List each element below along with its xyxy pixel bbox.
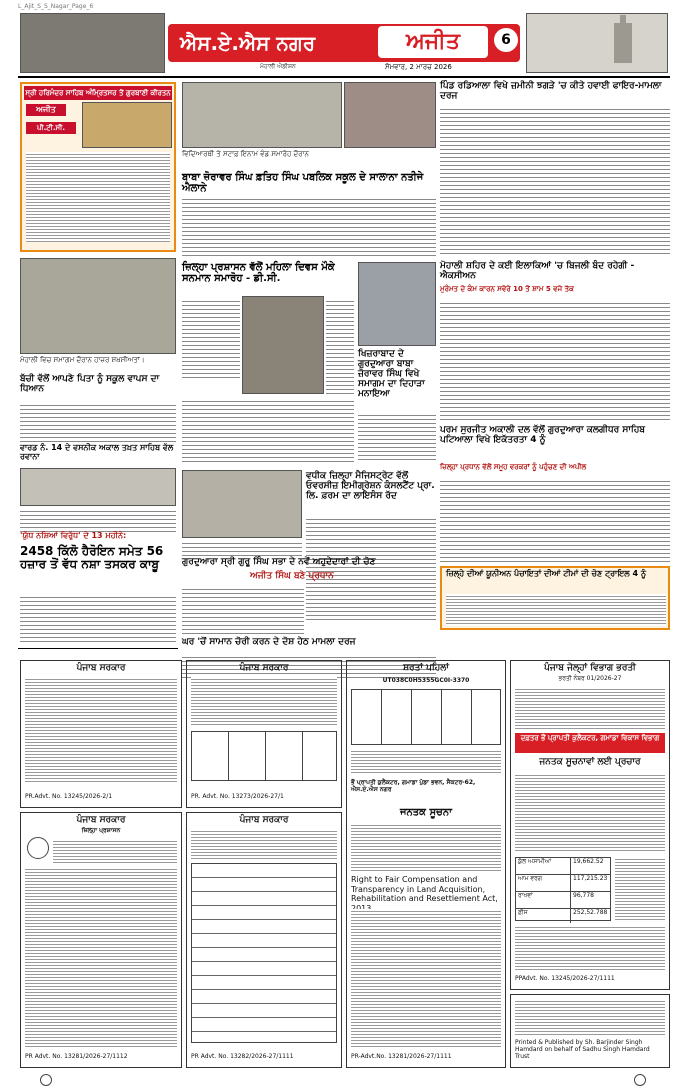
masthead-rule [18, 76, 670, 78]
ad6-ref: PR-Advt.No. 13281/2026-27/1111 [351, 1053, 452, 1060]
ad2-title: ਪੰਜਾਬ ਸਰਕਾਰ [239, 663, 289, 673]
school-photo-caption: ਵਿਦਿਆਰਥੀ ਤੇ ਸਟਾਫ਼ ਇਨਾਮ ਵੰਡ ਸਮਾਰੋਹ ਦੌਰਾਨ [182, 150, 309, 158]
ad-punjab-sarkar-1 [20, 660, 182, 808]
ad2-table [191, 731, 337, 781]
ad7-row-key: ਫ਼ੀਸ [516, 909, 571, 923]
ad-punjab-sarkar-2 [186, 660, 342, 808]
ad6-title: ਸ਼ਰਤਾਂ ਪਹਿਲਾਂ [403, 663, 449, 673]
left-photo [20, 258, 176, 354]
ad7-row-val: 252,52.788 [573, 909, 608, 916]
gurbani-ad-tag: ਅਜੀਤ [26, 104, 66, 116]
left-story2-body [20, 508, 176, 532]
gurbani-ad [20, 82, 176, 252]
center-story2-headline: ਜ਼ਿਲ੍ਹਾ ਪ੍ਰਸ਼ਾਸਨ ਵੱਲੋਂ ਮਹਿਲਾ ਦਿਵਸ ਮੌਕੇ ਸਨਮਾਨ ਸਮਾਰੋਹ - ਡੀ.ਸੀ. [182, 262, 335, 284]
trial-notice-body [446, 594, 666, 626]
ad7-row-val: 19,662.52 [573, 858, 604, 865]
school-photo-2 [344, 82, 436, 148]
ad2-ref: PR. Advt. No. 13273/2026-27/1 [191, 793, 284, 800]
ad5-table [191, 863, 337, 1043]
left-story3-body [20, 594, 176, 644]
paper-name: ਅਜੀਤ [378, 26, 488, 58]
election-caption [182, 540, 302, 556]
gurbani-ad-text [26, 152, 170, 242]
left-story2-photo [20, 468, 176, 506]
print-strip: L_Ajit_S_S_Nagar_Page_6 [18, 3, 94, 10]
ad7-body [515, 773, 665, 853]
left-story1-headline: ਬੱਚੀ ਵੱਲੋਂ ਆਪਣੇ ਪਿਤਾ ਨੂੰ ਸਕੂਲ ਵਾਪਸ ਦਾ ਧਿਆਨ [20, 374, 160, 394]
ad1-ref: PR.Advt. No. 13245/2026-2/1 [25, 793, 113, 800]
printer-line: Printed & Published by Sh. Barjinder Singh Hamdard on behalf of Sadhu Singh Hamdard Trust [515, 1039, 650, 1061]
ads-top-rule-left [18, 648, 178, 649]
ad7-row-val: 117,215.23 [573, 875, 608, 882]
ad7-footer-text [515, 925, 665, 971]
ad7-table [515, 857, 611, 921]
ad7-heading: ਜਨਤਕ ਸੂਚਨਾਵਾਂ ਲਈ ਪ੍ਰਚਾਰ [539, 757, 641, 767]
gurdwara-photo [358, 262, 436, 346]
ad7-row-key: ਆਮ ਵਰਗ [516, 875, 571, 891]
golden-temple-photo [82, 102, 172, 148]
ad-land-acquisition [346, 660, 506, 1068]
page-number: 6 [494, 28, 518, 52]
ad6-heading: ਜਨਤਕ ਸੂਚਨਾ [400, 807, 452, 818]
school-headline: ਬਾਬਾ ਜ਼ੋਰਾਵਰ ਸਿੰਘ ਫ਼ਤਿਹ ਸਿੰਘ ਪਬਲਿਕ ਸਕੂਲ ਦੇ ਸਾਲਾਨਾ ਨਤੀਜੇ ਐਲਾਨੇ [182, 172, 424, 194]
ad6-dept: ਭੌਂ ਪ੍ਰਾਪਤੀ ਕੁਲੈਕਟਰ, ਗਮਾਡਾ ਪੁੱਡਾ ਭਵਨ, ਸੈਕਟਰ-62, ਐਸ.ਏ.ਐਸ ਨਗਰ [351, 779, 476, 794]
city-title: ਐਸ.ਏ.ਐਸ ਨਗਰ [180, 31, 316, 55]
ad6-body-en: Right to Fair Compensation and Transparency in Land Acquisition, Rehabilitation and Resettlement Act, [351, 875, 498, 904]
center-story5-headline: ਗੁਰਦੁਆਰਾ ਸ੍ਰੀ ਗੁਰੂ ਸਿੰਘ ਸਭਾ ਦੇ ਨਵੇਂ ਅਹੁਦੇਦਾਰਾਂ ਦੀ ਚੋਣ [182, 557, 376, 567]
trial-notice [440, 566, 670, 630]
right-story3-sub: ਜ਼ਿਲ੍ਹਾ ਪ੍ਰਧਾਨ ਵੱਲੋਂ ਸਮੂਹ ਵਰਕਰਾਂ ਨੂੰ ਪਹੁੰਚਣ ਦੀ ਅਪੀਲ [440, 463, 587, 471]
left-story2-headline: ਵਾਰਡ ਨੰ. 14 ਦੇ ਵਸਨੀਕ ਅਕਾਲ ਤਖ਼ਤ ਸਾਹਿਬ ਵੱਲ ਰਵਾਨਾ [20, 443, 174, 461]
ad7-row-key: ਕੁੱਲ ਅਸਾਮੀਆਂ [516, 858, 571, 874]
masthead-right-photo [526, 13, 668, 73]
ad1-body [25, 677, 177, 783]
school-body [182, 196, 436, 258]
trial-notice-headline: ਜ਼ਿਲ੍ਹੇ ਦੀਆਂ ਯੂਨੀਅਨ ਪੰਚਾਇਤਾਂ ਦੀਆਂ ਟੀਮਾਂ ਦੀ ਚੋਣ ਟ੍ਰਾਇਲ 4 ਨੂੰ [446, 569, 647, 578]
ad5-ref: PR Advt. No. 13282/2026-27/1111 [191, 1053, 294, 1060]
center-story5-body [182, 586, 304, 636]
date-line: ਸੋਮਵਾਰ, 2 ਮਾਰਚ 2026 [385, 63, 452, 71]
ad7-ref: PPAdvt. No. 13245/2026-27/1111 [515, 975, 615, 982]
right-story2-sub: ਮੁਰੰਮਤ ਦੇ ਕੰਮ ਕਾਰਨ ਸਵੇਰੇ 10 ਤੋਂ ਸ਼ਾਮ 5 ਵਜੇ ਤੱਕ [440, 285, 574, 293]
school-photo [182, 82, 342, 148]
ad-punjab-sarkar-5 [186, 812, 342, 1068]
right-top-headline: ਪਿੰਡ ਰਡਿਆਲਾ ਵਿਖੇ ਜ਼ਮੀਨੀ ਝਗੜੇ 'ਚ ਕੀਤੇ ਹਵਾਈ ਫਾਇਰ-ਮਾਮਲਾ ਦਰਜ [440, 81, 662, 101]
ad2-body [191, 677, 337, 727]
ad7-row-key: ਰਾਖਵਾਂ [516, 892, 571, 908]
registration-mark-icon [40, 1074, 52, 1086]
center-story2-body-bottom [182, 398, 354, 462]
ad5-intro [191, 829, 337, 859]
ad4-title: ਪੰਜਾਬ ਸਰਕਾਰ [76, 815, 126, 825]
ad5-title: ਪੰਜਾਬ ਸਰਕਾਰ [239, 815, 289, 825]
right-story3-body [440, 478, 670, 562]
ad7-title: ਪੰਜਾਬ ਜੇਲ੍ਹਾਂ ਵਿਭਾਗ ਭਰਤੀ [544, 663, 636, 673]
right-story2-body [440, 300, 670, 420]
gurbani-ad-banner: ਸ੍ਰੀ ਹਰਿਮੰਦਰ ਸਾਹਿਬ ਅੰਮ੍ਰਿਤਸਰ ਤੋਂ ਗੁਰਬਾਣੀ ਕੀਰਤਨ [24, 86, 172, 100]
ad-punjab-sarkar-4 [20, 812, 182, 1068]
ad6-intro [351, 749, 501, 775]
ad7-sub: ਭਰਤੀ ਨੰਬਰ 01/2026-27 [558, 675, 622, 682]
ad7-row-val: 96,778 [573, 892, 594, 899]
ad4-body [25, 867, 177, 1047]
center-story5-sub: ਅਜੀਤ ਸਿੰਘ ਬਣੇ ਪ੍ਰਧਾਨ [250, 571, 334, 581]
ad4-sub: ਜ਼ਿਲ੍ਹਾ ਪ੍ਰਸ਼ਾਸਨ [81, 827, 121, 834]
center-story2-body-left [182, 298, 240, 378]
left-photo-caption: ਮੋਹਾਲੀ ਵਿਚ ਸਮਾਗਮ ਦੌਰਾਨ ਹਾਜ਼ਰ ਸ਼ਖ਼ਸੀਅਤਾਂ। [20, 356, 145, 364]
ad-jail-recruitment [510, 660, 670, 990]
ad6-body-1 [351, 823, 501, 873]
right-top-body [440, 106, 670, 256]
ad6-code: UT038C0H5355GC0I-3370 [382, 677, 470, 684]
center-story3-body [358, 412, 436, 462]
dc-portrait [242, 296, 324, 394]
left-story1-body [20, 402, 176, 442]
ad7-intro [515, 687, 665, 731]
ad4-ref: PR Advt. No. 13281/2026-27/1112 [25, 1053, 128, 1060]
ad4-intro [53, 839, 177, 863]
ad4-emblem-icon [27, 837, 49, 859]
printer-box [510, 994, 670, 1068]
center-story4-headline: ਵਧੀਕ ਜ਼ਿਲ੍ਹਾ ਮੈਜਿਸਟ੍ਰੇਟ ਵੱਲੋਂ ਓਵਰਸੀਜ਼ ਇਮੀਗ੍ਰੇਸ਼ਨ ਕੰਸਲਟੈਂਟ ਪ੍ਰਾ. ਲਿ. ਫ਼ਰਮ ਦਾ ਲਾਇਸੰਸ ਰੱਦ [306, 471, 435, 501]
registration-mark-icon [634, 1074, 646, 1086]
ad6-body-2 [351, 909, 501, 1049]
masthead-left-photo [20, 13, 165, 73]
right-story3-headline: ਪਰਮ ਸੁਰਜੀਤ ਅਕਾਲੀ ਦਲ ਵੱਲੋਂ ਗੁਰਦੁਆਰਾ ਕਲਗੀਧਰ ਸਾਹਿਬ ਪਟਿਆਲਾ ਵਿਖੇ ਇਕੱਤਰਤਾ 4 ਨੂੰ [440, 425, 645, 445]
center-story3-headline: ਖਿਜ਼ਰਾਬਾਦ ਦੇ ਗੁਰਦੁਆਰਾ ਬਾਬਾ ਜ਼ੋਰਾਵਰ ਸਿੰਘ ਵਿਖੇ ਸਮਾਗਮ ਦਾ ਦਿਹਾੜਾ ਮਨਾਇਆ [358, 349, 425, 399]
left-story3-kicker: 'ਯੁੱਧ ਨਸ਼ਿਆਂ ਵਿਰੁੱਧ' ਦੇ 13 ਮਹੀਨੇ: [20, 531, 127, 540]
ad1-title: ਪੰਜਾਬ ਸਰਕਾਰ [76, 663, 126, 673]
ad7-side-text [615, 857, 665, 921]
center-story6-headline: ਘਰ 'ਚੋਂ ਸਾਮਾਨ ਚੋਰੀ ਕਰਨ ਦੇ ਦੋਸ਼ ਹੇਠ ਮਾਮਲਾ ਦਰਜ [182, 637, 356, 647]
printer-text [515, 999, 665, 1035]
gurbani-ad-sub: ਪੀ.ਟੀ.ਸੀ. [26, 122, 76, 134]
election-photo [182, 470, 302, 538]
ad7-dept: ਦਫ਼ਤਰ ਭੌਂ ਪ੍ਰਾਪਤੀ ਕੁਲੈਕਟਰ, ਗਮਾਡਾ ਵਿਕਾਸ ਵਿਭਾਗ [515, 733, 665, 753]
center-story2-body-right [326, 298, 354, 394]
ad6-table [351, 689, 501, 745]
masthead-tagline: ਮੋਹਾਲੀ ਐਡੀਸ਼ਨ [260, 63, 296, 70]
left-story3-headline: 2458 ਕਿੱਲੋ ਹੈਰੋਇਨ ਸਮੇਤ 56 ਹਜ਼ਾਰ ਤੋਂ ਵੱਧ ਨਸ਼ਾ ਤਸਕਰ ਕਾਬੂ [20, 544, 164, 572]
right-story2-headline: ਮੋਹਾਲੀ ਸ਼ਹਿਰ ਦੇ ਕਈ ਇਲਾਕਿਆਂ 'ਚ ਬਿਜਲੀ ਬੰਦ ਰਹੇਗੀ - ਐਕਸੀਅਨ [440, 261, 635, 281]
